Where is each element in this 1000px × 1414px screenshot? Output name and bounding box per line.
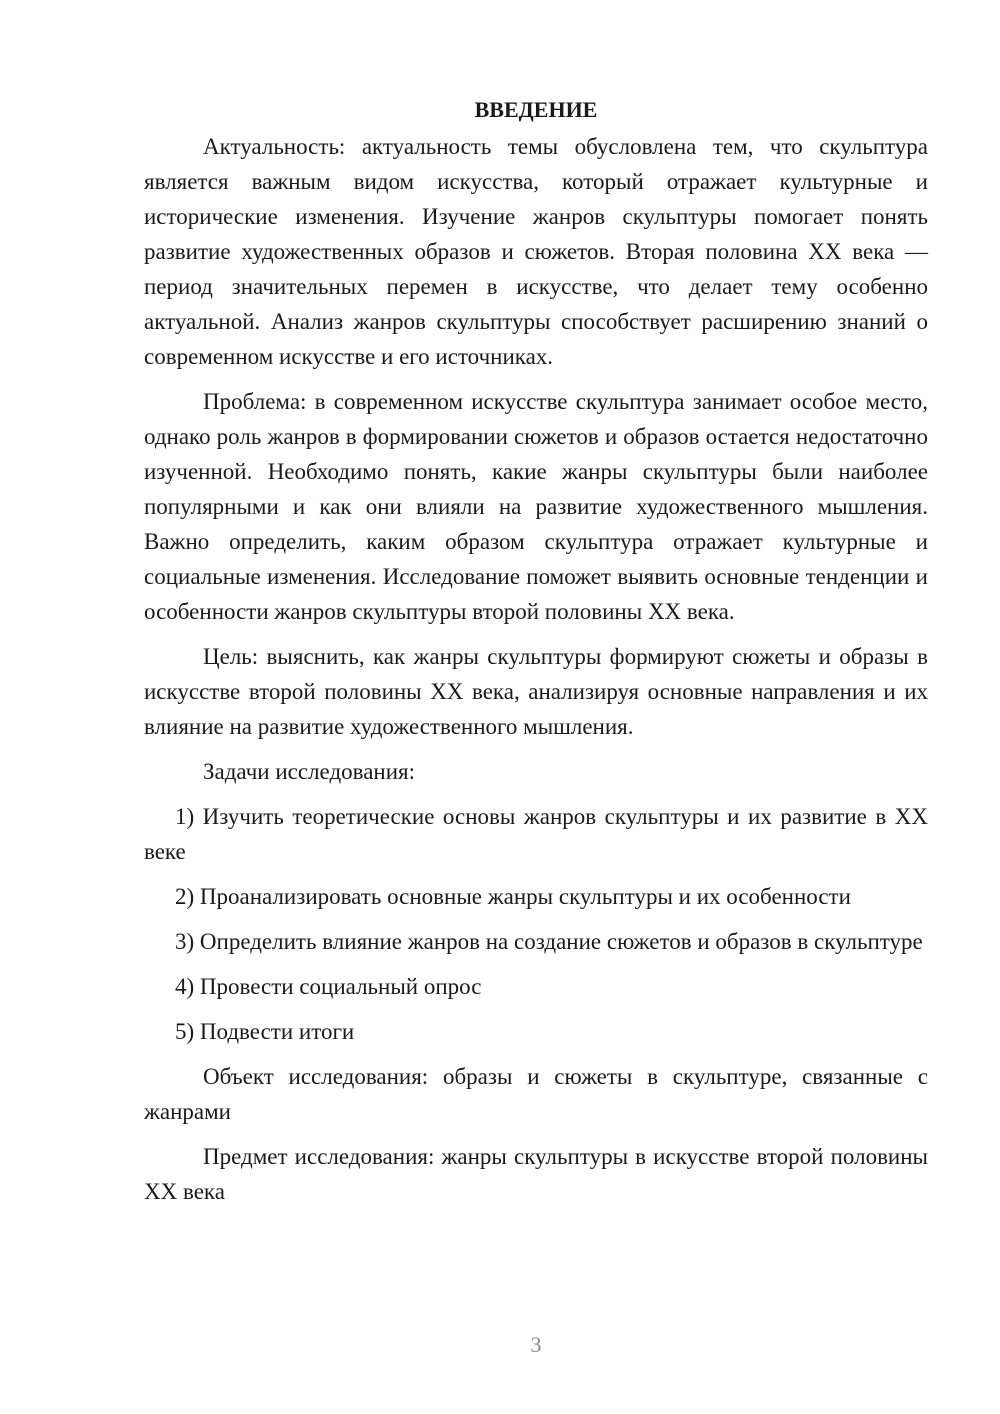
page-title: ВВЕДЕНИЕ: [474, 97, 598, 122]
research-subject-paragraph: Предмет исследования: жанры скульптуры в искусстве второй половины XX века: [144, 1144, 928, 1204]
problem-paragraph: Проблема: в современном искусстве скульптура занимает особое место, однако роль жанров в формировании сюжетов и образов остается недостаточно изученной. Необходимо понять, какие жанры скульптуры были наиболее популярными и как они влияли на развитие художественного мышления. Важно определить, каким образом скульптура отражает культурные и социальные изменения. Исследование поможет выявить основные тенденции и особенности жанров скульптуры второй половины XX века.: [144, 389, 928, 624]
tasks-heading: Задачи исследования:: [203, 759, 416, 784]
task-item: 4) Провести социальный опрос: [175, 974, 482, 999]
page-content: [144, 92, 928, 1219]
task-item: 5) Подвести итоги: [175, 1019, 355, 1044]
research-object-paragraph: Объект исследования: образы и сюжеты в скульптуре, связанные с жанрами: [144, 1064, 928, 1124]
page-number: 3: [530, 1332, 542, 1357]
task-item: 1) Изучить теоретические основы жанров скульптуры и их развитие в XX веке: [144, 804, 928, 864]
goal-paragraph: Цель: выяснить, как жанры скульптуры формируют сюжеты и образы в искусстве второй половины XX века, анализируя основные направления и их влияние на развитие художественного мышления.: [144, 644, 928, 739]
task-item: 3) Определить влияние жанров на создание сюжетов и образов в скульптуре: [175, 929, 923, 954]
task-item: 2) Проанализировать основные жанры скульптуры и их особенности: [175, 884, 851, 909]
relevance-paragraph: Актуальность: актуальность темы обусловлена тем, что скульптура является важным видом искусства, который отражает культурные и исторические изменения. Изучение жанров скульптуры помогает понять развитие художественных образов и сюжетов. Вторая половина XX века — период значительных перемен в искусстве, что делает тему особенно актуальной. Анализ жанров скульптуры способствует расширению знаний о современном искусстве и его источниках.: [144, 134, 928, 369]
